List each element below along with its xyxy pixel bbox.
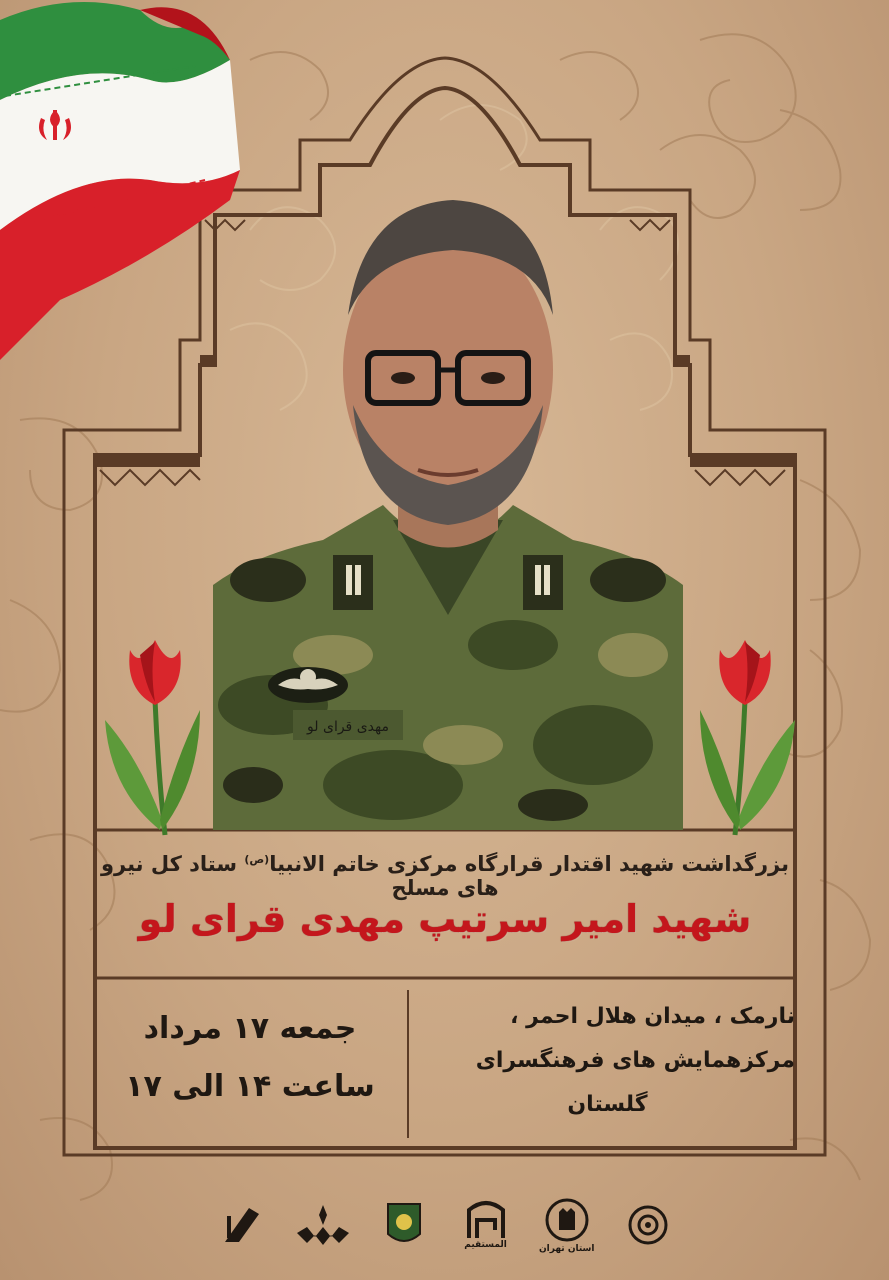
tulip-right-icon — [690, 630, 800, 840]
officer-portrait-icon — [213, 185, 683, 830]
date-time: ساعت ۱۴ الی ۱۷ — [125, 1069, 375, 1104]
date-block — [95, 1000, 405, 1116]
headline — [95, 852, 795, 900]
uniform-name-tag: مهدی قرای لو — [307, 719, 389, 735]
iran-flag-icon — [0, 0, 240, 380]
irib-logo-icon — [293, 1203, 353, 1247]
logo-1 — [616, 1190, 680, 1260]
logo-6 — [210, 1190, 274, 1260]
date-day: جمعه ۱۷ مرداد — [143, 1011, 357, 1046]
venue-line-1: نارمک ، میدان هلال احمر ، — [510, 1004, 795, 1029]
venue-line-3: گلستان — [567, 1092, 648, 1117]
logo-2-caption: استان تهران — [539, 1244, 595, 1254]
tulip-left-icon — [100, 630, 210, 840]
logo-4 — [372, 1190, 436, 1260]
hand-emblem-icon — [543, 1196, 591, 1244]
venue-line-2: مرکزهمایش های فرهنگسرای — [475, 1048, 795, 1073]
logo-5 — [291, 1190, 355, 1260]
venue-block — [420, 995, 795, 1127]
headline-prefix: بزرگداشت شهید اقتدار قرارگاه مرکزی خاتم الانبیا — [269, 852, 789, 876]
martyr-name: شهید امیر سرتیپ مهدی قرای لو — [138, 897, 752, 941]
logo-3-caption: المستقیم — [464, 1240, 507, 1250]
logo-3 — [454, 1190, 518, 1260]
sirat-logo-icon — [463, 1200, 509, 1240]
sponsor-logos — [210, 1185, 680, 1265]
pen-logo-icon — [219, 1202, 265, 1248]
emblem-icon — [626, 1203, 670, 1247]
portrait-photo — [213, 185, 683, 830]
logo-2 — [535, 1190, 599, 1260]
headline-honorific: (ص) — [244, 853, 270, 866]
police-badge-icon — [384, 1200, 424, 1250]
headline-suffix: ستاد کل نیرو های مسلح — [100, 852, 499, 900]
